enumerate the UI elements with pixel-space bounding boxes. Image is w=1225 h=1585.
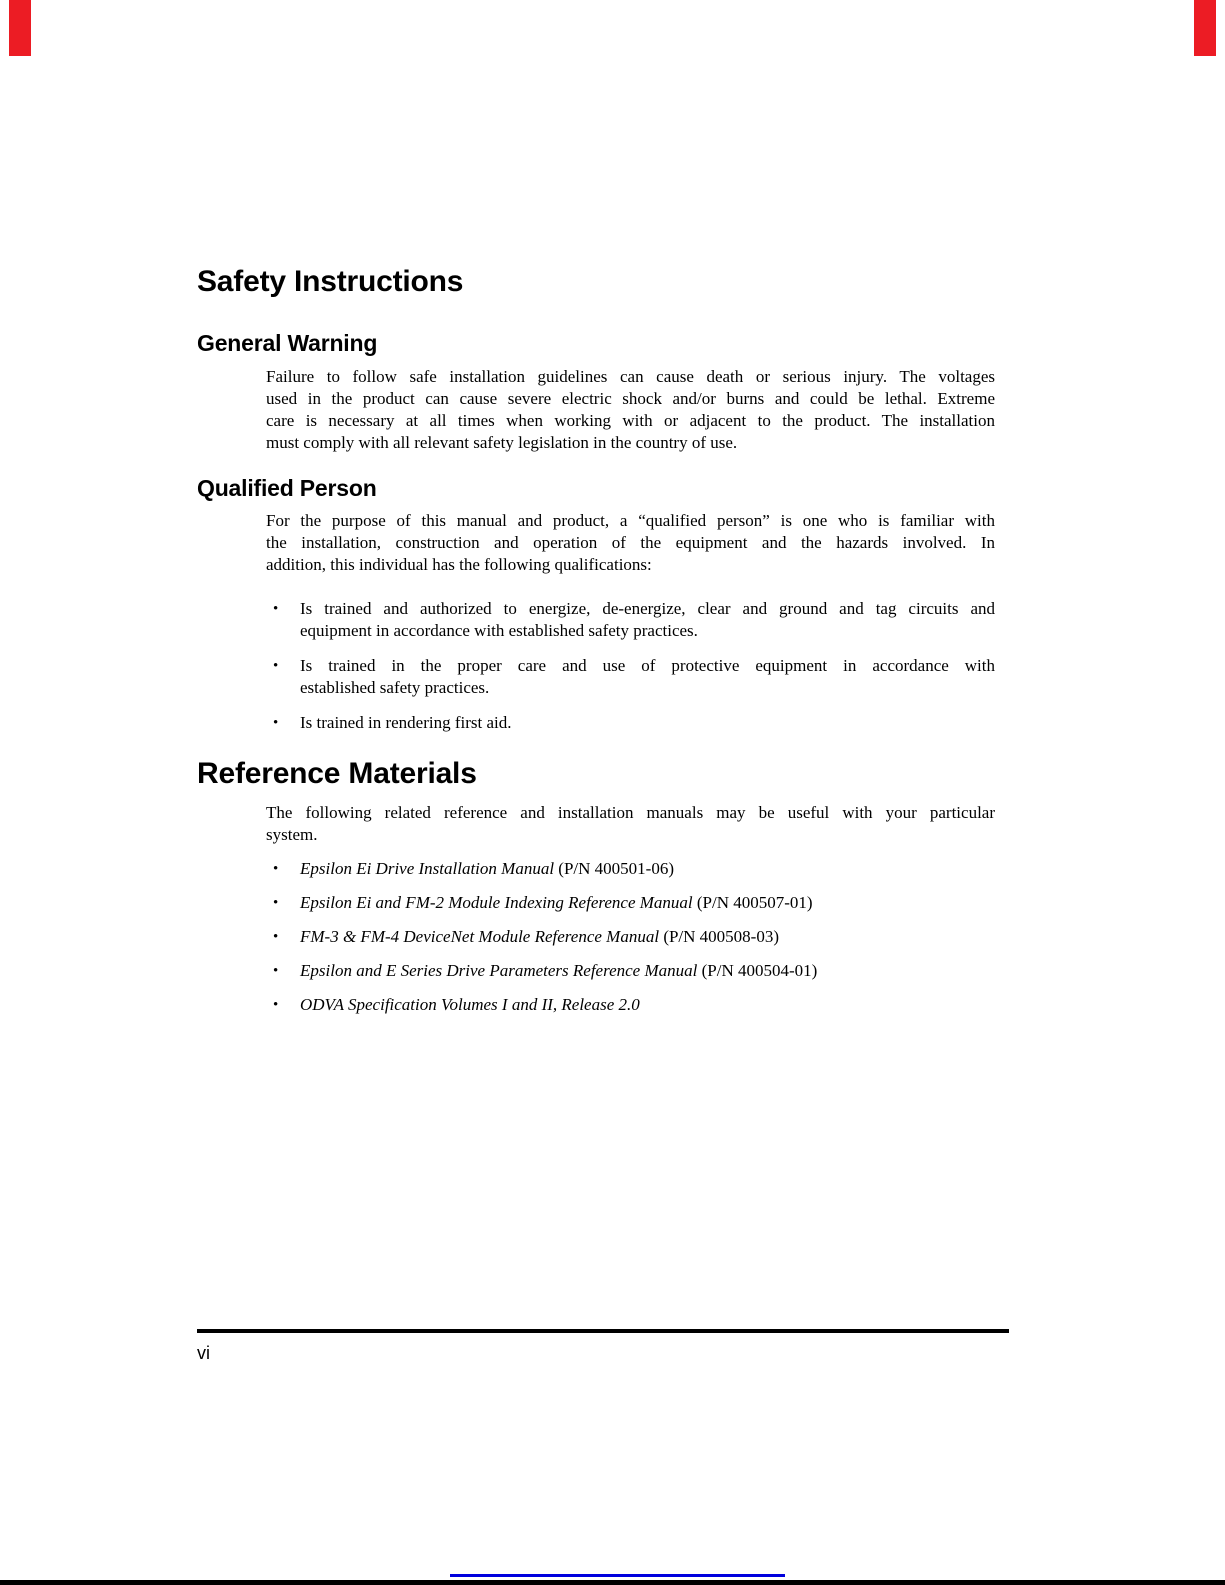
list-item — [266, 960, 995, 982]
list-item-line: established safety practices. — [300, 678, 490, 697]
paragraph-line: used in the product can cause severe electric shock and/or burns and could be lethal. Extreme — [266, 389, 995, 408]
page-number: vi — [197, 1343, 210, 1363]
footer-blue-line — [450, 1574, 785, 1577]
red-crop-mark-left — [9, 0, 31, 56]
qualified-person-bullet-list — [266, 598, 995, 734]
section-title-reference-materials: Reference Materials — [197, 757, 477, 790]
footer-rule — [197, 1329, 1009, 1333]
paragraph-line: For the purpose of this manual and product, a “qualified person” is one who is familiar with — [266, 511, 995, 530]
paragraph-line: Failure to follow safe installation guidelines can cause death or serious injury. The voltages — [266, 367, 995, 386]
subsection-heading-qualified-person: Qualified Person — [197, 475, 377, 501]
part-number: (P/N 400504-01) — [697, 961, 818, 980]
manual-title: Epsilon Ei Drive Installation Manual — [300, 859, 555, 878]
paragraph-qualified-person — [266, 510, 995, 576]
list-item — [266, 892, 995, 914]
part-number: (P/N 400501-06) — [554, 859, 674, 878]
paragraph-line: The following related reference and installation manuals may be useful with your particular — [266, 803, 995, 822]
part-number: (P/N 400507-01) — [692, 893, 813, 912]
manual-title: Epsilon and E Series Drive Parameters Reference Manual — [300, 961, 698, 980]
paragraph-line: must comply with all relevant safety legislation in the country of use. — [266, 433, 738, 452]
paragraph-line: system. — [266, 825, 318, 844]
list-item-line: • Is trained and authorized to energize, de-energize, clear and ground and tag circuits and — [300, 599, 995, 618]
paragraph-line: the installation, construction and operation of the equipment and the hazards involved. In — [266, 533, 995, 552]
paragraph-line: care is necessary at all times when working with or adjacent to the product. The installation — [266, 411, 995, 430]
list-item — [266, 598, 995, 642]
page-content — [197, 266, 1009, 1016]
list-item-line: equipment in accordance with established safety practices. — [300, 621, 698, 640]
manual-title: FM-3 & FM-4 DeviceNet Module Reference Manual — [300, 927, 660, 946]
manual-title: Epsilon Ei and FM-2 Module Indexing Reference Manual — [300, 893, 693, 912]
red-crop-mark-right — [1194, 0, 1216, 56]
list-item-line: • Is trained in rendering first aid. — [300, 713, 512, 732]
manual-title: ODVA Specification Volumes I and II, Release 2.0 — [300, 995, 640, 1014]
subsection-heading-general-warning: General Warning — [197, 330, 378, 356]
paragraph-reference-intro — [266, 802, 995, 846]
paragraph-line: addition, this individual has the following qualifications: — [266, 555, 652, 574]
list-item — [266, 858, 995, 880]
page-bottom-edge — [0, 1580, 1225, 1585]
reference-materials-list — [266, 858, 995, 1016]
paragraph-general-warning — [266, 366, 995, 454]
section-title-safety-instructions: Safety Instructions — [197, 265, 464, 298]
part-number: (P/N 400508-03) — [659, 927, 780, 946]
list-item — [266, 926, 995, 948]
list-item — [266, 655, 995, 699]
list-item-line: • Is trained in the proper care and use of protective equipment in accordance with — [300, 656, 995, 675]
list-item — [266, 712, 995, 734]
list-item — [266, 994, 995, 1016]
